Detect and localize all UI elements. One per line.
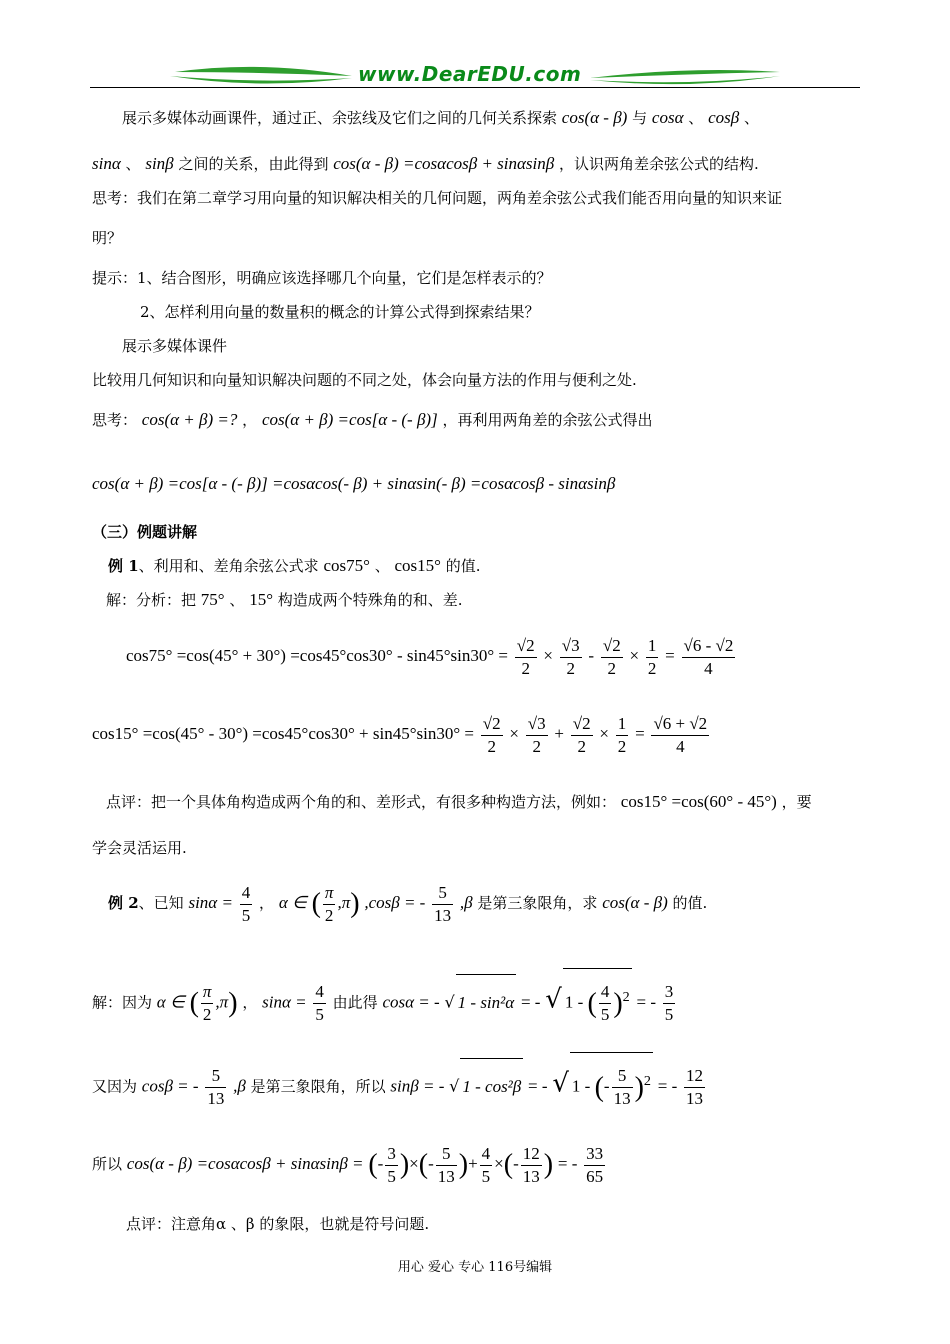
eq75-result: $\frac{√6 - √2}{4}$ (683, 635, 734, 678)
comment1-text-a: 点评：把一个具体角构造成两个角的和、差形式，有很多种构造方法，例如： (106, 793, 617, 811)
comment2: 点评：注意角α 、β 的象限，也就是符号问题. (126, 1215, 430, 1233)
hint2: 2、怎样利用向量的数量积的概念的计算公式得到探索结果？ (140, 303, 540, 321)
ex2-frac3: $\frac{5}{13}$ (434, 882, 452, 925)
compare-text: 比较用几何知识和向量知识解决问题的不同之处，体会向量方法的作用与便利之处. (92, 371, 637, 389)
eq75-frac4: $\frac{1}{2}$ (647, 635, 657, 678)
ex1-math-b: cos15° (394, 556, 441, 575)
ex1-math-a: cos75° (323, 556, 370, 575)
site-logo[interactable]: www.DearEDU.com (358, 62, 582, 86)
para2-text-c: ，认识两角差余弦公式的结构. (559, 155, 759, 173)
page-footer: 用心 爱心 专心 116号编辑 (397, 1260, 553, 1275)
eq15-frac3: $\frac{√2}{2}$ (572, 713, 591, 756)
para2-math-a: sinα (92, 154, 121, 173)
section-title: （三）例题讲解 (92, 523, 198, 541)
eq15-lhs: cos15° =cos(45° - 30°) =cos45°cos30° + sin45°sin30° = (92, 724, 474, 743)
think2-math-b: cos(α + β) =cos[α - (- β)] (261, 410, 438, 429)
think2-math-a: cos(α + β) =? (141, 410, 238, 429)
para2-text-a: 、 (125, 155, 141, 173)
para2-math-b: sinβ (145, 154, 174, 173)
eq15-frac1: $\frac{√2}{2}$ (482, 713, 501, 756)
ex1-line (108, 556, 481, 576)
ex1-text-c: 的值. (445, 557, 481, 575)
ex2-line: 例 2、已知 sinα = $\frac{4}{5}$ ， α ∈ ( $\frac{\pi}{2}$ ,π) ,cosβ = - $\frac{5}{13}$ ,β 是第三象限角，求 cos(α - β) 的值. (108, 882, 708, 925)
para2-line (92, 154, 759, 174)
comment1-math: cos15° =cos(60° - 45°) (620, 792, 777, 811)
page-header (90, 60, 860, 92)
para1-math-c: cosβ (708, 108, 740, 127)
sol1-text-b: 、 (229, 591, 245, 609)
para1-text-b: 与 (632, 109, 648, 127)
comment1-line1 (106, 792, 812, 812)
ex2-frac2: $\frac{\pi}{2}$ (324, 882, 334, 925)
eq75-frac3: $\frac{√2}{2}$ (602, 635, 621, 678)
sol1-math-a: 75° (200, 590, 225, 609)
eq15: cos15° =cos(45° - 30°) =cos45°cos30° + sin45°sin30° = $\frac{√2}{2}$ × $\frac{√3}{2}$ + $\frac{√2}{2}$ × $\frac{1}{2}$ = $\frac{√6 + √2}{4}$ (92, 713, 708, 756)
eq15-result: $\frac{√6 + √2}{4}$ (653, 713, 708, 756)
para1-text-a: 展示多媒体动画课件，通过正、余弦线及它们之间的几何关系探索 (122, 109, 558, 127)
ex2-frac1: $\frac{4}{5}$ (241, 882, 251, 925)
think2-line (92, 410, 653, 430)
think2-sep: ， (242, 411, 258, 429)
sol1-math-b: 15° (249, 590, 273, 609)
sol4-line: 所以 cos(α - β) =cosαcosβ + sinαsinβ = (- $\frac{3}{5}$ )×(- $\frac{5}{13}$ )+ $\frac{4}{5}$ ×(- $\frac{12}{13}$ ) = - $\frac{33}{65}$ (92, 1143, 604, 1186)
eq75-frac2: $\frac{√3}{2}$ (561, 635, 580, 678)
think2-text: ，再利用两角差的余弦公式得出 (442, 411, 653, 429)
para1-math-a: cos(α - β) (561, 108, 628, 127)
sol3-line: 又因为 cosβ = - $\frac{5}{13}$ ,β 是第三象限角，所以 sinβ = - √ 1 - cos²β = - √ 1 - (- $\frac{5}{13}$ )$^2$ = - $\frac{12}{13}$ (92, 1052, 707, 1116)
ex2-label: 例 2 (108, 894, 139, 912)
para1-math-b: cosα (651, 108, 684, 127)
comment1-line2: 学会灵活运用. (92, 839, 187, 857)
show-courseware: 展示多媒体课件 (122, 337, 228, 355)
think1-line2: 明？ (92, 229, 123, 247)
eq15-frac4: $\frac{1}{2}$ (617, 713, 627, 756)
think2-label: 思考： (92, 411, 138, 429)
para1-text-c: 、 (688, 109, 704, 127)
hint1: 提示：1、结合图形，明确应该选择哪几个向量，它们是怎样表示的？ (92, 269, 552, 287)
eq15-frac2: $\frac{√3}{2}$ (527, 713, 546, 756)
para2-math-c: cos(α - β) =cosαcosβ + sinαsinβ (333, 154, 555, 173)
eq75: cos75° =cos(45° + 30°) =cos45°cos30° - sin45°sin30° = $\frac{√2}{2}$ × $\frac{√3}{2}$ - $\frac{√2}{2}$ × $\frac{1}{2}$ = $\frac{√6 - √2}{4}$ (126, 635, 734, 678)
sol1-text-c: 构造成两个特殊角的和、差. (277, 591, 463, 609)
para1-line (122, 108, 759, 128)
think1-line1: 思考：我们在第二章学习用向量的知识解决相关的几何问题，两角差余弦公式我们能否用向量的知识来证 (92, 189, 783, 207)
ex1-text-b: 、 (374, 557, 390, 575)
eq75-lhs: cos75° =cos(45° + 30°) =cos45°cos30° - sin45°sin30° = (126, 646, 508, 665)
para2-text-b: 之间的关系，由此得到 (178, 155, 329, 173)
sol1-line (106, 590, 463, 610)
comment1-text-b: ，要 (781, 793, 812, 811)
ex1-text-a: 、利用和、差角余弦公式求 (138, 557, 319, 575)
sol2-line: 解：因为 α ∈ ( $\frac{\pi}{2}$ ,π) ， sinα = $\frac{4}{5}$ 由此得 cosα = - √ 1 - sin²α = - √ 1 - ( $\frac{4}{5}$ )$^2$ = - $\frac{3}{5}$ (92, 968, 677, 1032)
derive-formula: cos(α + β) =cos[α - (- β)] =cosαcos(- β) + sinαsin(- β) =cosαcosβ - sinαsinβ (92, 474, 616, 493)
para1-text-d: 、 (744, 109, 760, 127)
header-rule (90, 87, 860, 88)
eq75-frac1: $\frac{√2}{2}$ (516, 635, 535, 678)
sol1-text-a: 解：分析：把 (106, 591, 197, 609)
ex1-label: 例 1 (108, 557, 139, 575)
